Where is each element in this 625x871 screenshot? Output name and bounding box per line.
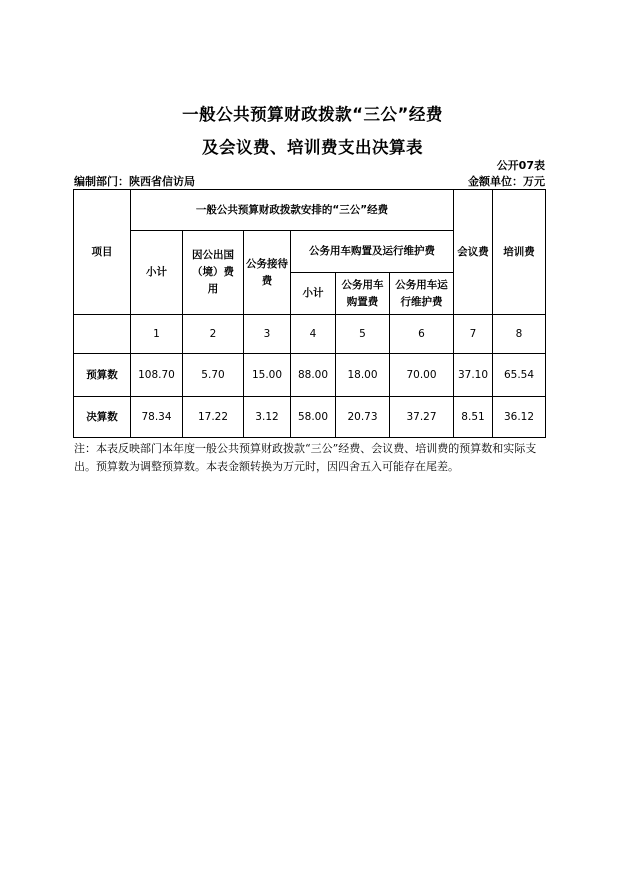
header-vehicle-operation: 公务用车运行维护费 [390,273,454,315]
header-abroad: 因公出国（境）费用 [183,231,244,315]
budget-cell: 37.10 [454,354,493,397]
final-cell: 20.73 [336,397,390,438]
footnote: 注：本表反映部门本年度一般公共预算财政拨款“三公”经费、会议费、培训费的预算数和实际支出。预算数为调整预算数。本表金额转换为万元时，因四舍五入可能存在尾差。 [74,442,537,473]
table-number: 公开07表 [496,159,545,172]
budget-cell: 70.00 [390,354,454,397]
final-cell: 3.12 [244,397,291,438]
header-vehicle-group: 公务用车购置及运行维护费 [291,231,454,273]
budget-cell: 18.00 [336,354,390,397]
budget-cell: 15.00 [244,354,291,397]
final-cell: 58.00 [291,397,336,438]
header-reception: 公务接待费 [244,231,291,315]
index-number: 4 [291,315,336,354]
department-label: 编制部门：陕西省信访局 [74,175,195,188]
header-vehicle-subtotal: 小计 [291,273,336,315]
index-number: 8 [493,315,546,354]
unit-label: 金额单位：万元 [468,175,545,188]
index-number: 2 [183,315,244,354]
final-cell: 17.22 [183,397,244,438]
index-number: 1 [131,315,183,354]
header-subtotal: 小计 [131,231,183,315]
index-number: 5 [336,315,390,354]
final-cell: 36.12 [493,397,546,438]
budget-cell: 88.00 [291,354,336,397]
budget-cell: 65.54 [493,354,546,397]
row-label-budget: 预算数 [74,354,131,397]
header-sangong-group: 一般公共预算财政拨款安排的“三公”经费 [131,190,454,231]
expense-table [73,189,546,438]
page-title-line1: 一般公共预算财政拨款“三公”经费 [182,105,443,124]
final-cell: 78.34 [131,397,183,438]
final-cell: 37.27 [390,397,454,438]
index-number: 7 [454,315,493,354]
row-label-final: 决算数 [74,397,131,438]
header-meeting: 会议费 [454,190,493,315]
index-number: 6 [390,315,454,354]
page-title-line2: 及会议费、培训费支出决算表 [202,138,423,157]
header-training: 培训费 [493,190,546,315]
header-item: 项目 [74,190,131,315]
budget-cell: 108.70 [131,354,183,397]
budget-cell: 5.70 [183,354,244,397]
index-number: 3 [244,315,291,354]
header-vehicle-purchase: 公务用车购置费 [336,273,390,315]
final-cell: 8.51 [454,397,493,438]
